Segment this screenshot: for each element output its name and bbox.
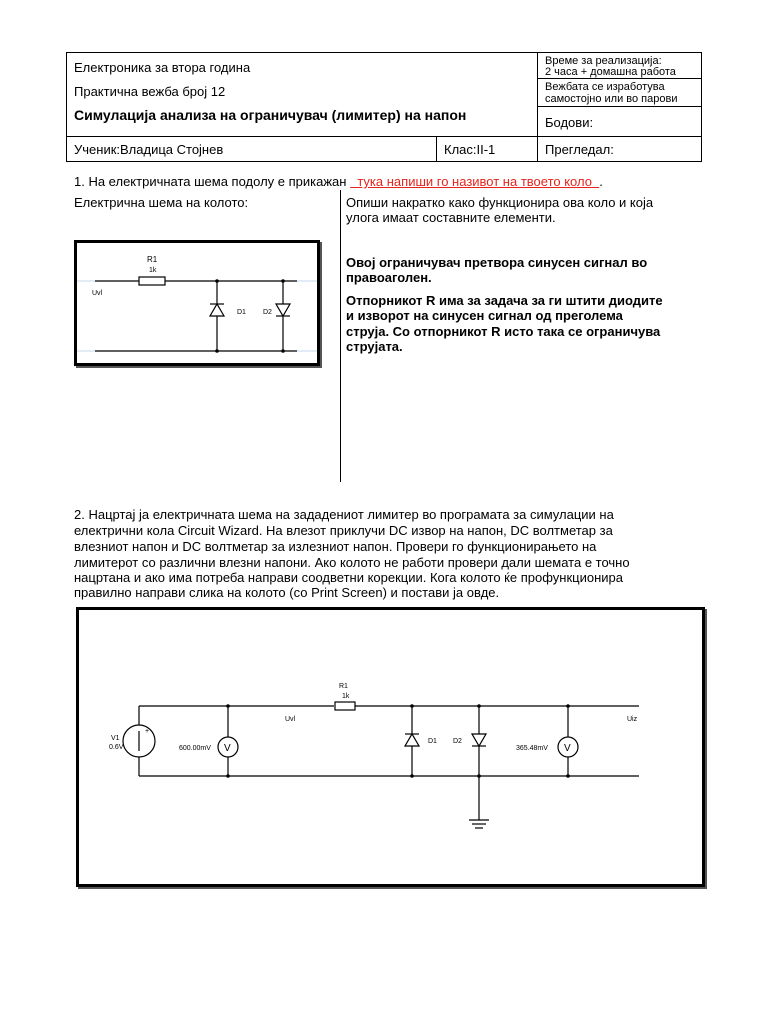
diode-d1 xyxy=(405,734,419,746)
d2-label: D2 xyxy=(263,309,272,316)
student-label: Ученик:Владица Стојнев xyxy=(74,142,224,157)
r1-label: R1 xyxy=(339,683,348,690)
subject-text: Електроника за втора година xyxy=(74,60,251,75)
header-right-divider-2 xyxy=(537,106,702,107)
time-label: Време за реализација: xyxy=(545,55,662,67)
task1-fill-in: тука напиши го називот на твоето коло xyxy=(357,174,592,189)
input-label: Uvl xyxy=(285,716,296,723)
task1-line xyxy=(74,174,603,189)
d1-label: D1 xyxy=(428,738,437,745)
task1-column-divider xyxy=(340,190,341,482)
r1-value: 1k xyxy=(149,267,157,274)
mode-line-1: Вежбата се изработува xyxy=(545,81,665,93)
vin-reading: 600.00mV xyxy=(179,745,211,752)
task2-line-4: лимитерот со различни влезни напони. Ако колото не работи провери дали шемата е точно xyxy=(74,555,630,570)
exercise-text: Практична вежба број 12 xyxy=(74,84,226,99)
resistor-r1 xyxy=(139,277,165,285)
answer-p2-line4: струјата. xyxy=(346,339,403,354)
description-heading-1: Опиши накратко како функционира ова коло и која xyxy=(346,195,654,210)
task1-prefix: 1. На електричната шема подолу е прикажан xyxy=(74,174,347,189)
reviewed-label: Прегледал: xyxy=(545,142,614,157)
header-divider-right xyxy=(537,52,538,162)
header-divider-class xyxy=(436,136,437,162)
task2-line-1: 2. Нацртај ја електричната шема на зададениот лимитер во програмата за симулации на xyxy=(74,507,614,522)
document-title: Симулација анализа на ограничувач (лимитер) на напон xyxy=(74,107,467,123)
schematic-2-frame xyxy=(76,607,705,887)
vin-v-symbol: V xyxy=(224,743,231,754)
header-right-divider-1 xyxy=(537,78,702,79)
answer-p2-line3: струја. Со отпорникот R исто така се ограничува xyxy=(346,324,661,339)
vout-reading: 365.48mV xyxy=(516,745,548,752)
diode-d2 xyxy=(472,734,486,746)
output-label: Uiz xyxy=(627,716,638,723)
schematic-1-frame xyxy=(74,240,320,366)
resistor-r1 xyxy=(335,702,355,710)
description-heading-2: улога имаат составните елементи. xyxy=(346,210,556,225)
answer-p1-line2: правоаголен. xyxy=(346,270,432,285)
vout-v-symbol: V xyxy=(564,743,571,754)
mode-line-2: самостојно или во парови xyxy=(545,93,678,105)
source-name: V1 xyxy=(111,735,120,742)
diode-d1 xyxy=(210,304,224,316)
schematic-1 xyxy=(77,243,317,363)
source-value: 0.6V xyxy=(109,744,124,751)
time-value: 2 часа + домашна работа xyxy=(545,66,676,78)
answer-p2-line2: и изворот на синусен сигнал од преголема xyxy=(346,308,623,323)
class-label: Клас:II-1 xyxy=(444,142,496,157)
schematic-heading: Електрична шема на колото: xyxy=(74,195,249,210)
points-label: Бодови: xyxy=(545,115,594,130)
r1-value: 1k xyxy=(342,693,350,700)
task2-line-2: електрични кола Circuit Wizard. На влезот приклучи DC извор на напон, DC волтметар за xyxy=(74,523,613,538)
task2-line-5: нацртана и ако има потреба направи соодветни корекции. Кога колото ќе профункционира xyxy=(74,570,623,585)
task2-line-3: влезниот напон и DC волтметар за излезниот напон. Провери го функционирањето на xyxy=(74,539,597,554)
task1-suffix: . xyxy=(599,174,603,189)
d1-label: D1 xyxy=(237,309,246,316)
answer-p2-line1: Отпорникот R има за задача за ги штити диодите xyxy=(346,293,663,308)
diode-d2 xyxy=(276,304,290,316)
d2-label: D2 xyxy=(453,738,462,745)
source-plus-icon: + xyxy=(145,728,150,735)
task2-line-6: правилно направи слика на колото (со Print Screen) и постави ја овде. xyxy=(74,585,500,600)
input-label: Uvl xyxy=(92,290,103,297)
schematic-2 xyxy=(79,610,702,884)
header-row-divider xyxy=(66,136,702,137)
r1-label: R1 xyxy=(147,255,158,264)
answer-p1-line1: Овој ограничувач претвора синусен сигнал во xyxy=(346,255,648,270)
